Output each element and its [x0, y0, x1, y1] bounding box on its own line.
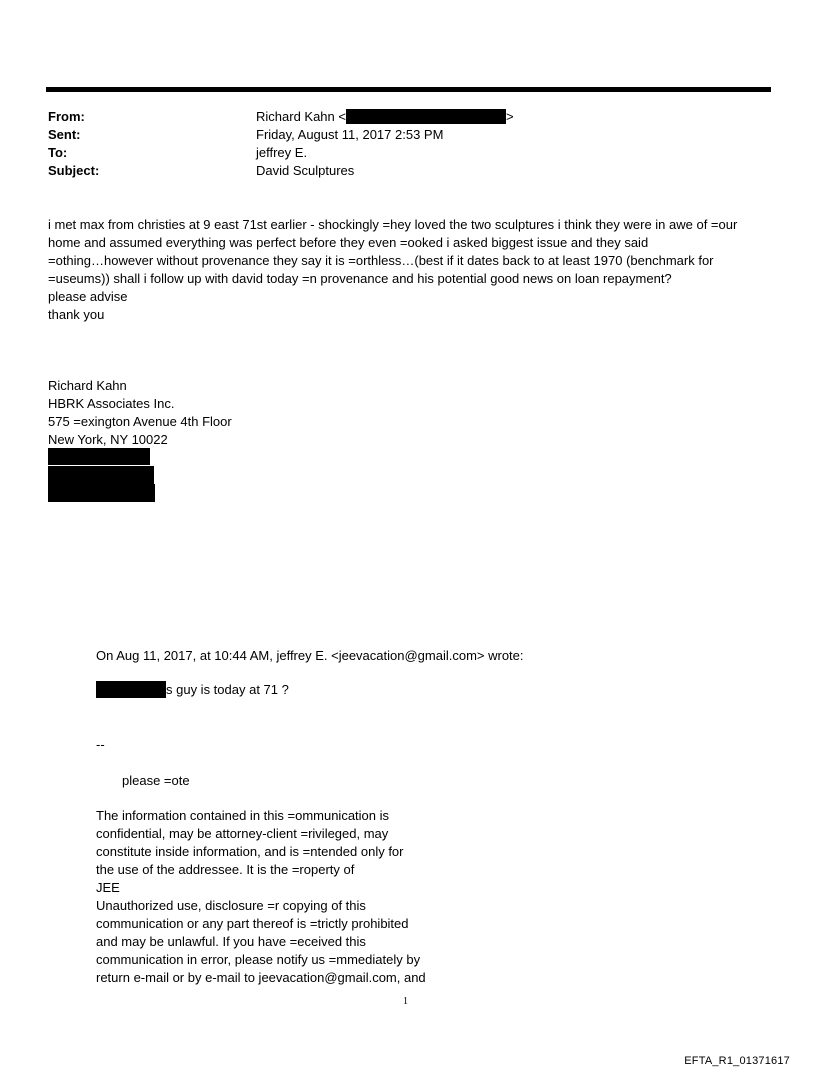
- subject-value: David Sculptures: [256, 163, 355, 178]
- disclaimer-line: constitute inside information, and is =ntended only for: [96, 844, 404, 859]
- redaction-box: [48, 466, 154, 484]
- email-body: [48, 216, 788, 324]
- body-line: =othing…however without provenance they say it is =orthless…(best if it dates back to at least 1970 (benchmark for: [48, 253, 714, 268]
- redaction-box: [346, 109, 506, 124]
- disclaimer-line: communication or any part thereof is =trictly prohibited: [96, 916, 409, 931]
- signature-address-2: New York, NY 10022: [48, 432, 168, 447]
- signature-name: Richard Kahn: [48, 378, 127, 393]
- disclaimer-line: confidential, may be attorney-client =rivileged, may: [96, 826, 389, 841]
- disclaimer-line: return e-mail or by e-mail to jeevacation@gmail.com, and: [96, 970, 426, 985]
- redaction-box: [96, 681, 166, 698]
- body-line: i met max from christies at 9 east 71st earlier - shockingly =hey loved the two sculptures i think they were in awe of =our: [48, 217, 738, 232]
- quoted-intro: On Aug 11, 2017, at 10:44 AM, jeffrey E. <jeevacation@gmail.com> wrote:: [96, 648, 524, 663]
- disclaimer-line: communication in error, please notify us =mmediately by: [96, 952, 421, 967]
- disclaimer-block: [96, 807, 456, 987]
- disclaimer-line: Unauthorized use, disclosure =r copying of this: [96, 898, 366, 913]
- from-label: From:: [48, 109, 85, 124]
- subject-label: Subject:: [48, 163, 100, 178]
- quoted-note: please =ote: [122, 773, 190, 788]
- signature-address-1: 575 =exington Avenue 4th Floor: [48, 414, 232, 429]
- body-line: please advise: [48, 289, 128, 304]
- document-id: EFTA_R1_01371617: [684, 1055, 790, 1067]
- from-value: [256, 108, 514, 126]
- signature-block: [48, 377, 232, 449]
- redaction-box: [48, 448, 150, 465]
- disclaimer-line: and may be unlawful. If you have =eceived this: [96, 934, 366, 949]
- from-name: Richard Kahn <: [256, 109, 346, 124]
- body-line: thank you: [48, 307, 105, 322]
- to-value: jeffrey E.: [256, 145, 308, 160]
- quoted-message: [96, 681, 289, 699]
- from-close: >: [505, 109, 514, 124]
- header-rule: [46, 87, 771, 92]
- page-number: 1: [403, 996, 408, 1007]
- disclaimer-line: JEE: [96, 880, 120, 895]
- quoted-message-text: s guy is today at 71 ?: [166, 682, 289, 697]
- disclaimer-line: the use of the addressee. It is the =roperty of: [96, 862, 355, 877]
- sent-value: Friday, August 11, 2017 2:53 PM: [256, 127, 444, 142]
- sent-label: Sent:: [48, 127, 81, 142]
- signature-company: HBRK Associates Inc.: [48, 396, 175, 411]
- redaction-box: [48, 484, 155, 502]
- quoted-separator: --: [96, 737, 105, 752]
- to-label: To:: [48, 145, 68, 160]
- disclaimer-line: The information contained in this =ommunication is: [96, 808, 390, 823]
- body-line: home and assumed everything was perfect before they even =ooked i asked biggest issue and they said: [48, 235, 649, 250]
- body-line: =useums)) shall i follow up with david today =n provenance and his potential good news on loan repayment?: [48, 271, 672, 286]
